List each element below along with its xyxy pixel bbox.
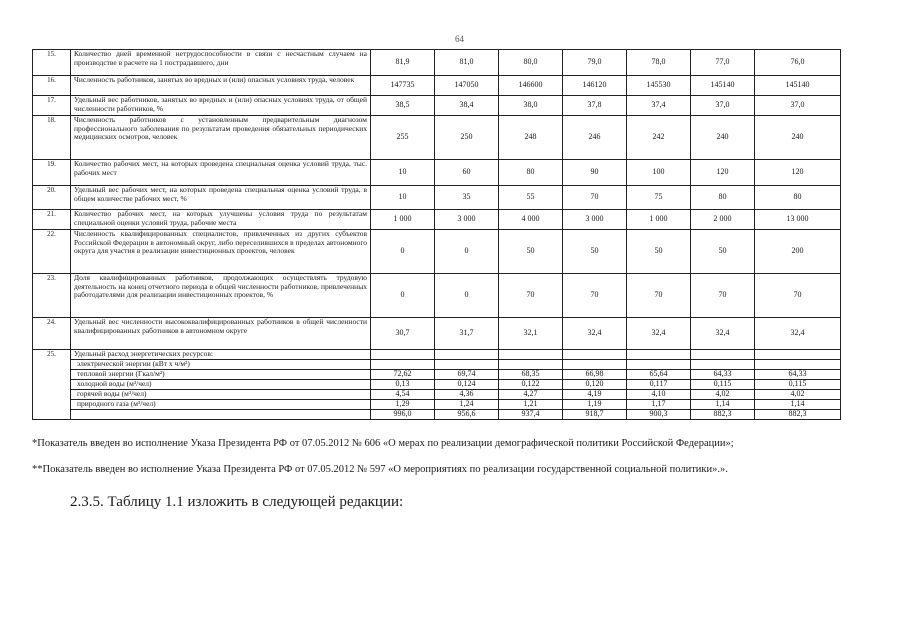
- indicator-value: 246: [563, 116, 627, 160]
- footnote-decree-597: **Показатель введен во исполнение Указа Президента РФ от 07.05.2012 № 597 «О мероприятиях по реализации государственной социальной политики».».: [32, 464, 728, 475]
- indicator-value: 1 000: [627, 210, 691, 230]
- indicator-value: 50: [627, 230, 691, 274]
- indicator-value: 0: [371, 230, 435, 274]
- energy-value: 900,3: [627, 410, 691, 420]
- indicator-value: 200: [755, 230, 841, 274]
- indicator-value: 80,0: [499, 50, 563, 76]
- energy-value: 882,3: [755, 410, 841, 420]
- indicator-value: 248: [499, 116, 563, 160]
- indicator-value: 32,4: [627, 318, 691, 350]
- indicator-value: 4 000: [499, 210, 563, 230]
- energy-value: 1,17: [627, 400, 691, 410]
- energy-value: 4,27: [499, 390, 563, 400]
- indicator-value: [691, 350, 755, 360]
- indicator-value: 80: [499, 160, 563, 186]
- indicator-value: 80: [755, 186, 841, 210]
- indicator-value: 70: [499, 274, 563, 318]
- energy-value: [371, 360, 435, 370]
- energy-header-row: [33, 350, 841, 360]
- energy-value: 4,54: [371, 390, 435, 400]
- energy-value: [627, 360, 691, 370]
- indicator-value: [435, 350, 499, 360]
- energy-resource-name: тепловой энергии (Гкал/м²): [71, 370, 371, 380]
- indicator-value: 35: [435, 186, 499, 210]
- indicator-value: [755, 350, 841, 360]
- indicator-value: 146600: [499, 76, 563, 96]
- energy-value: 0,13: [371, 380, 435, 390]
- indicator-value: 0: [435, 230, 499, 274]
- energy-value: 0,124: [435, 380, 499, 390]
- indicator-value: 37,4: [627, 96, 691, 116]
- energy-value: 65,64: [627, 370, 691, 380]
- indicator-value: 120: [755, 160, 841, 186]
- indicator-name: Удельный вес работников, занятых во вредных и (или) опасных условиях труда, от общей численности работников, %: [71, 96, 371, 116]
- energy-value: [691, 360, 755, 370]
- energy-value: 64,33: [691, 370, 755, 380]
- energy-value: 1,19: [563, 400, 627, 410]
- indicator-value: 240: [755, 116, 841, 160]
- indicator-value: 10: [371, 186, 435, 210]
- energy-value: 4,36: [435, 390, 499, 400]
- indicator-value: 70: [563, 186, 627, 210]
- indicator-value: 76,0: [755, 50, 841, 76]
- indicator-value: 147735: [371, 76, 435, 96]
- energy-value: 4,10: [627, 390, 691, 400]
- energy-resource-name: электрической энергии (кВт х ч/м²): [71, 360, 371, 370]
- indicator-value: 145530: [627, 76, 691, 96]
- indicator-name: Численность работников, занятых во вредных и (или) опасных условиях труда, человек: [71, 76, 371, 96]
- section-instruction: 2.3.5. Таблицу 1.1 изложить в следующей редакции:: [70, 494, 404, 510]
- indicator-value: 77,0: [691, 50, 755, 76]
- indicator-value: 10: [371, 160, 435, 186]
- indicator-value: 32,4: [755, 318, 841, 350]
- indicator-name: Удельный вес рабочих мест, на которых проведена специальная оценка условий труда, в общем количестве рабочих мест, %: [71, 186, 371, 210]
- energy-value: 66,98: [563, 370, 627, 380]
- indicator-value: 90: [563, 160, 627, 186]
- indicator-value: 38,4: [435, 96, 499, 116]
- table-row: [33, 116, 841, 160]
- energy-value: 0,120: [563, 380, 627, 390]
- energy-value: 0,122: [499, 380, 563, 390]
- indicator-value: 3 000: [563, 210, 627, 230]
- indicator-value: 147050: [435, 76, 499, 96]
- indicator-value: 81,0: [435, 50, 499, 76]
- indicator-value: 60: [435, 160, 499, 186]
- indicator-value: [563, 350, 627, 360]
- indicator-value: 50: [691, 230, 755, 274]
- indicator-value: 13 000: [755, 210, 841, 230]
- indicator-value: 1 000: [371, 210, 435, 230]
- row-number: 20.: [33, 186, 71, 210]
- energy-resource-name: [71, 410, 371, 420]
- indicator-value: 255: [371, 116, 435, 160]
- energy-row: [33, 370, 841, 380]
- indicator-value: [371, 350, 435, 360]
- row-number: 23.: [33, 274, 71, 318]
- indicator-name: Количество дней временной нетрудоспособности в связи с несчастным случаем на производстве в расчете на 1 пострадавшего, дни: [71, 50, 371, 76]
- indicator-value: 0: [435, 274, 499, 318]
- energy-value: [499, 360, 563, 370]
- energy-resource-name: природного газа (м³/чел): [71, 400, 371, 410]
- indicators-table: [32, 49, 841, 420]
- energy-value: 69,74: [435, 370, 499, 380]
- energy-value: 996,0: [371, 410, 435, 420]
- row-number: 15.: [33, 50, 71, 76]
- indicator-value: 70: [755, 274, 841, 318]
- energy-value: 68,35: [499, 370, 563, 380]
- indicator-value: 38,0: [499, 96, 563, 116]
- indicator-value: 32,1: [499, 318, 563, 350]
- energy-value: [563, 360, 627, 370]
- indicator-value: 30,7: [371, 318, 435, 350]
- indicator-value: 81,9: [371, 50, 435, 76]
- indicator-value: [499, 350, 563, 360]
- energy-value: 937,4: [499, 410, 563, 420]
- table-row: [33, 96, 841, 116]
- indicator-value: 0: [371, 274, 435, 318]
- energy-value: [755, 360, 841, 370]
- indicator-value: 50: [499, 230, 563, 274]
- table-row: [33, 274, 841, 318]
- row-number: 18.: [33, 116, 71, 160]
- indicator-value: [627, 350, 691, 360]
- indicator-name: Численность квалифицированных специалистов, привлеченных из других субъектов Российской Федерации в автономный округ, либо переселившихся в пределах автономного округа для участия в реализации инвестиционных проектов, человек: [71, 230, 371, 274]
- table-row: [33, 76, 841, 96]
- footnote-decree-606: *Показатель введен во исполнение Указа Президента РФ от 07.05.2012 № 606 «О мерах по реализации демографической политики Российской Федерации»;: [32, 438, 734, 449]
- energy-value: 64,33: [755, 370, 841, 380]
- indicator-value: 100: [627, 160, 691, 186]
- table-body: [33, 50, 841, 420]
- energy-row: [33, 390, 841, 400]
- energy-value: 4,19: [563, 390, 627, 400]
- energy-value: 882,3: [691, 410, 755, 420]
- table-row: [33, 210, 841, 230]
- page-number: 64: [455, 34, 464, 44]
- energy-value: 1,21: [499, 400, 563, 410]
- indicator-value: 70: [691, 274, 755, 318]
- energy-resource-name: горячей воды (м³/чел): [71, 390, 371, 400]
- indicator-value: 38,5: [371, 96, 435, 116]
- energy-value: 1,14: [755, 400, 841, 410]
- indicator-value: 145140: [691, 76, 755, 96]
- table-row: [33, 50, 841, 76]
- energy-row: [33, 400, 841, 410]
- indicator-value: 3 000: [435, 210, 499, 230]
- energy-value: 0,115: [755, 380, 841, 390]
- energy-resource-name: холодной воды (м³/чел): [71, 380, 371, 390]
- indicator-value: 145140: [755, 76, 841, 96]
- indicator-value: 2 000: [691, 210, 755, 230]
- indicator-value: 50: [563, 230, 627, 274]
- energy-row: [33, 360, 841, 370]
- indicator-value: 32,4: [691, 318, 755, 350]
- energy-value: [435, 360, 499, 370]
- indicator-value: 37,0: [755, 96, 841, 116]
- indicator-value: 31,7: [435, 318, 499, 350]
- energy-value: 1,24: [435, 400, 499, 410]
- row-number: 25.: [33, 350, 71, 420]
- indicator-value: 55: [499, 186, 563, 210]
- indicator-value: 242: [627, 116, 691, 160]
- indicator-value: 146120: [563, 76, 627, 96]
- table-row: [33, 160, 841, 186]
- energy-row: [33, 410, 841, 420]
- energy-row: [33, 380, 841, 390]
- energy-value: 0,117: [627, 380, 691, 390]
- energy-value: 1,14: [691, 400, 755, 410]
- energy-value: 72,62: [371, 370, 435, 380]
- energy-value: 4,02: [691, 390, 755, 400]
- indicator-value: 250: [435, 116, 499, 160]
- energy-value: 0,115: [691, 380, 755, 390]
- energy-value: 4,02: [755, 390, 841, 400]
- row-number: 24.: [33, 318, 71, 350]
- energy-value: 956,6: [435, 410, 499, 420]
- energy-value: 1,29: [371, 400, 435, 410]
- energy-value: 918,7: [563, 410, 627, 420]
- indicator-name: Количество рабочих мест, на которых проведена специальная оценка условий труда, тыс. рабочих мест: [71, 160, 371, 186]
- indicator-value: 70: [627, 274, 691, 318]
- indicator-name: Удельный вес численности высококвалифицированных работников в общей численности квалифицированных работников в автономном округе: [71, 318, 371, 350]
- row-number: 16.: [33, 76, 71, 96]
- indicator-value: 78,0: [627, 50, 691, 76]
- indicator-value: 120: [691, 160, 755, 186]
- indicator-value: 70: [563, 274, 627, 318]
- indicator-value: 240: [691, 116, 755, 160]
- indicator-value: 79,0: [563, 50, 627, 76]
- indicator-name: Количество рабочих мест, на которых улучшены условия труда по результатам специальной оценки условий труда, рабочие места: [71, 210, 371, 230]
- table-row: [33, 318, 841, 350]
- row-number: 17.: [33, 96, 71, 116]
- indicator-value: 32,4: [563, 318, 627, 350]
- indicator-name: Доля квалифицированных работников, продолжающих осуществлять трудовую деятельность на конец отчетного периода в общей численности работников, привлеченных работодателями для реализации инвестиционных проектов, %: [71, 274, 371, 318]
- indicator-value: 80: [691, 186, 755, 210]
- indicator-value: 37,8: [563, 96, 627, 116]
- row-number: 19.: [33, 160, 71, 186]
- energy-title: Удельный расход энергетических ресурсов:: [71, 350, 371, 360]
- row-number: 22.: [33, 230, 71, 274]
- table-row: [33, 230, 841, 274]
- row-number: 21.: [33, 210, 71, 230]
- table-row: [33, 186, 841, 210]
- indicator-name: Численность работников с установленным предварительным диагнозом профессионального заболевания по результатам проведения обязательных периодических медицинских осмотров, человек: [71, 116, 371, 160]
- indicator-value: 75: [627, 186, 691, 210]
- indicator-value: 37,0: [691, 96, 755, 116]
